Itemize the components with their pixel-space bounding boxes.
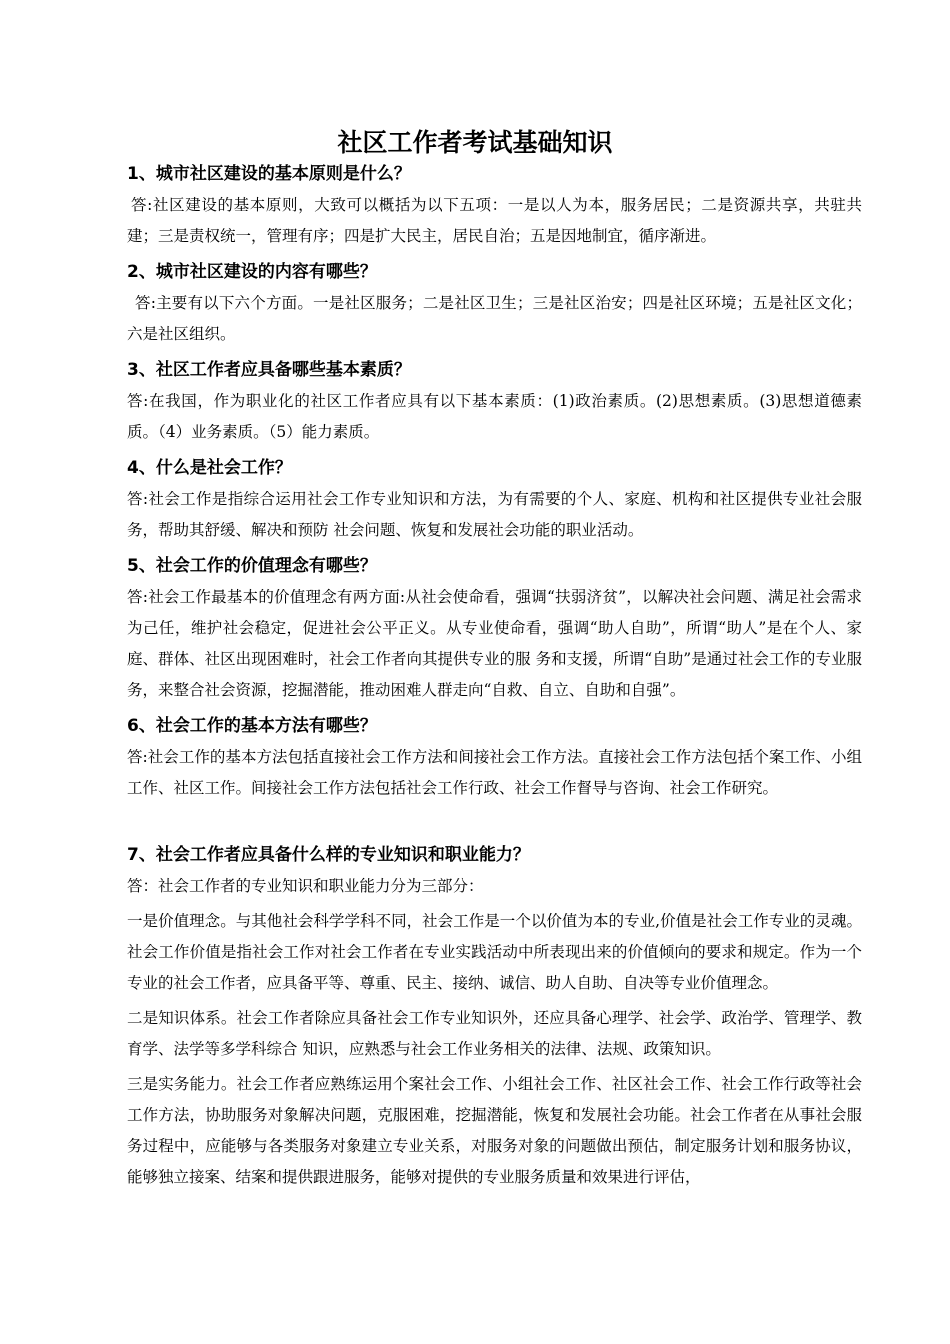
question-heading: 2、城市社区建设的内容有哪些？ — [127, 262, 377, 282]
section-1 — [127, 160, 862, 252]
question-heading: 1、城市社区建设的基本原则是什么？ — [127, 164, 411, 184]
blank-line — [127, 810, 862, 841]
section-6 — [127, 712, 862, 804]
answer-paragraph: 答:社会工作的基本方法包括直接社会工作方法和间接社会工作方法。直接社会工作方法包括个案工作、小组工作、社区工作。间接社会工作方法包括社会工作行政、社会工作督导与咨询、社会工作研究。 — [127, 748, 862, 797]
page-title: 社区工作者考试基础知识 — [337, 128, 613, 157]
question-heading: 5、社会工作的价值理念有哪些？ — [127, 556, 377, 576]
answer-paragraph: 答:社区建设的基本原则，大致可以概括为以下五项：一是以人为本，服务居民；二是资源共享，共驻共建；三是责权统一，管理有序；四是扩大民主，居民自治；五是因地制宜，循序渐进。 — [127, 196, 862, 245]
answer-paragraph: 答:主要有以下六个方面。一是社区服务；二是社区卫生；三是社区治安；四是社区环境；五是社区文化；六是社区组织。 — [127, 294, 862, 343]
answer-paragraph: 答:社会工作最基本的价值理念有两方面:从社会使命看，强调“扶弱济贫”，以解决社会问题、满足社会需求为己任，维护社会稳定，促进社会公平正义。从专业使命看，强调“助人自助”，所谓“助人”是在个人、家庭、群体、社区出现困难时，社会工作者向其提供专业的服 务和支援，所谓“自助”是通过社会工作的专业服务，来整合社会资源，挖掘潜能，推动困难人群走向“自救、自立、自助和自强”。 — [127, 588, 862, 699]
answer-paragraph-practice: 三是实务能力。社会工作者应熟练运用个案社会工作、小组社会工作、社区社会工作、社会工作行政等社会工作方法，协助服务对象解决问题，克服困难，挖掘潜能，恢复和发展社会功能。社会工作者在从事社会服务过程中，应能够与各类服务对象建立专业关系，对服务对象的问题做出预估，制定服务计划和服务协议，能够独立接案、结案和提供跟进服务，能够对提供的专业服务质量和效果进行评估， — [127, 1075, 862, 1186]
section-2 — [127, 258, 862, 350]
answer-paragraph-knowledge: 二是知识体系。社会工作者除应具备社会工作专业知识外，还应具备心理学、社会学、政治学、管理学、教育学、法学等多学科综合 知识，应熟悉与社会工作业务相关的法律、法规、政策知识。 — [127, 1009, 862, 1058]
question-heading: 7、社会工作者应具备什么样的专业知识和职业能力？ — [127, 845, 530, 865]
answer-paragraph-values: 一是价值理念。与其他社会科学学科不同，社会工作是一个以价值为本的专业,价值是社会工作专业的灵魂。社会工作价值是指社会工作对社会工作者在专业实践活动中所表现出来的价值倾向的要求和规定。作为一个专业的社会工作者，应具备平等、尊重、民主、接纳、诚信、助人自助、自决等专业价值理念。 — [127, 912, 862, 992]
section-3 — [127, 356, 862, 448]
document-body — [127, 160, 862, 1197]
question-heading: 3、社区工作者应具备哪些基本素质？ — [127, 360, 411, 380]
answer-paragraph: 答:在我国，作为职业化的社区工作者应具有以下基本素质：(1)政治素质。(2)思想素质。(3)思想道德素质。（4）业务素质。（5）能力素质。 — [127, 392, 862, 441]
answer-intro: 答：社会工作者的专业知识和职业能力分为三部分： — [127, 877, 484, 895]
section-7 — [127, 841, 862, 1193]
question-heading: 6、社会工作的基本方法有哪些？ — [127, 716, 377, 736]
section-5 — [127, 552, 862, 706]
question-heading: 4、什么是社会工作？ — [127, 458, 292, 478]
answer-paragraph: 答:社会工作是指综合运用社会工作专业知识和方法，为有需要的个人、家庭、机构和社区提供专业社会服务，帮助其舒缓、解决和预防 社会问题、恢复和发展社会功能的职业活动。 — [127, 490, 862, 539]
section-4 — [127, 454, 862, 546]
